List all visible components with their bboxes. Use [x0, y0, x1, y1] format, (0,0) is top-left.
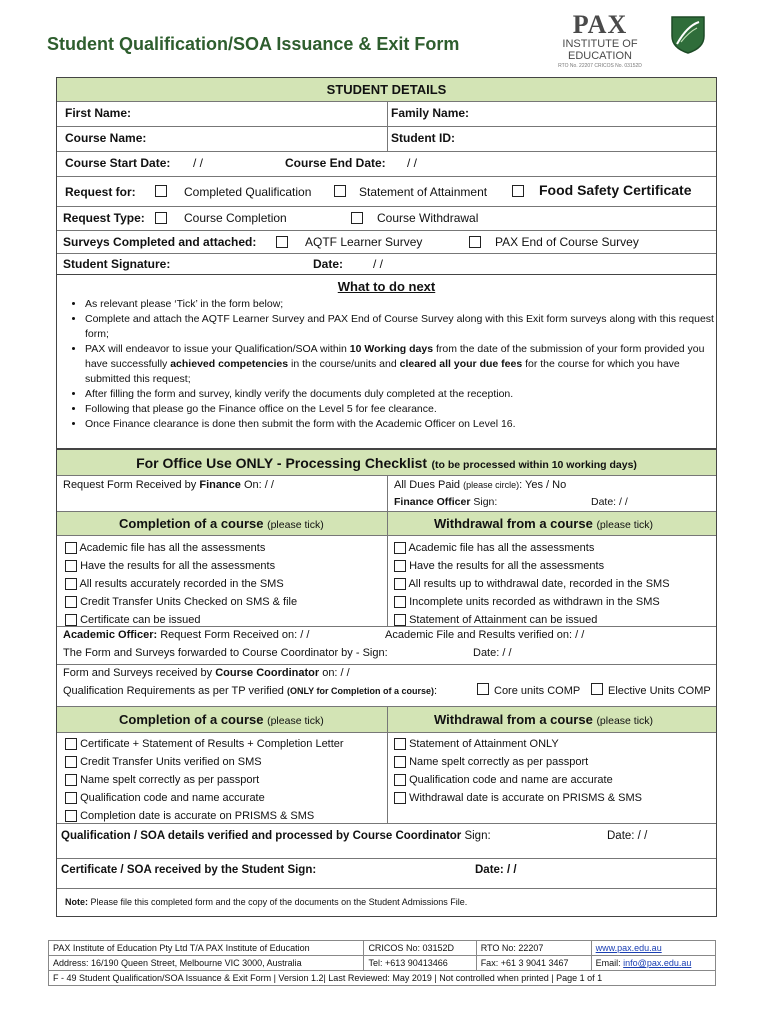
list-item: Withdrawal date is accurate on PRISMS & SMS: [394, 789, 642, 807]
food-safety-checkbox[interactable]: [512, 185, 524, 197]
checkbox[interactable]: [394, 792, 406, 804]
logo-codes: RTO No. 22207 CRICOS No. 03152D: [558, 63, 642, 69]
list-item: Statement of Attainment ONLY: [394, 735, 642, 753]
completion1-list: [65, 539, 297, 629]
soa-checkbox[interactable]: [334, 185, 346, 197]
student-details-section: [56, 77, 717, 275]
note-text: Note: Please file this completed form and the copy of the documents on the Student Admissions File.: [65, 897, 468, 907]
pax-survey-checkbox[interactable]: [469, 236, 481, 248]
checkbox[interactable]: [394, 756, 406, 768]
checkbox[interactable]: [394, 560, 406, 572]
list-item: Certificate can be issued: [65, 611, 297, 629]
list-item: • Complete and attach the AQTF Learner Survey and PAX End of Course Survey along with this Exit form surveys along with this request form;: [85, 312, 716, 342]
list-item: Have the results for all the assessments: [394, 557, 670, 575]
checkbox[interactable]: [65, 774, 77, 786]
request-received-finance: Request Form Received by Finance On: / /: [63, 479, 274, 491]
logo-name: PAX: [572, 10, 628, 39]
list-item: Qualification code and name accurate: [65, 789, 344, 807]
qualification-requirements: Qualification Requirements as per TP verified (ONLY for Completion of a course):: [63, 685, 438, 697]
request-type-label: Request Type:: [63, 211, 145, 225]
course-withdrawal-label: Course Withdrawal: [377, 211, 479, 225]
aqtf-survey-checkbox[interactable]: [276, 236, 288, 248]
completed-qualification-label: Completed Qualification: [184, 185, 312, 199]
student-signature-label: Student Signature:: [63, 257, 171, 271]
student-id-label: Student ID:: [391, 131, 455, 145]
checkbox[interactable]: [65, 542, 77, 554]
footer-tel: Tel: +613 90413466: [364, 956, 476, 971]
finance-date: Date: / /: [591, 496, 628, 508]
footer-rto: RTO No: 22207: [476, 941, 591, 956]
end-date-slashes: / /: [407, 156, 418, 170]
elective-units-label: Elective Units COMP: [608, 685, 711, 697]
checkbox[interactable]: [65, 578, 77, 590]
office-use-section: [56, 449, 717, 917]
shield-logo-icon: [669, 14, 707, 54]
checkbox[interactable]: [65, 810, 77, 822]
course-completion-checkbox[interactable]: [155, 212, 167, 224]
withdrawal1-list: [394, 539, 670, 629]
list-item: Completion date is accurate on PRISMS & SMS: [65, 807, 344, 825]
finance-row: [57, 475, 716, 511]
footer-web: [591, 941, 715, 956]
list-item: • PAX will endeavor to issue your Qualification/SOA within 10 Working days from the date of the submission of your form provided you have successfully achieved competencies in the course/units and cleared all your due fees for the course for which you have submitted this request;: [85, 342, 716, 387]
forwarded-date: Date: / /: [473, 647, 512, 659]
footer-table: [48, 940, 716, 986]
list-item: Academic file has all the assessments: [65, 539, 297, 557]
footer-fax: Fax: +61 3 9041 3467: [476, 956, 591, 971]
pax-survey-label: PAX End of Course Survey: [495, 235, 639, 249]
list-item: • After filling the form and survey, kindly verify the documents duly completed at the reception.: [85, 387, 716, 402]
footer-cricos: CRICOS No: 03152D: [364, 941, 476, 956]
course-name-label: Course Name:: [65, 131, 147, 145]
list-item: Name spelt correctly as per passport: [65, 771, 344, 789]
signature-date-label: Date:: [313, 257, 344, 271]
withdrawal2-heading: Withdrawal from a course (please tick): [434, 712, 654, 727]
coordinator-verified-row: [57, 823, 716, 858]
office-heading: For Office Use ONLY - Processing Checklist (to be processed within 10 working days): [57, 449, 716, 475]
course-end-date-label: Course End Date:: [285, 156, 386, 170]
academic-officer-received: Academic Officer: Request Form Received on: / /: [63, 629, 310, 641]
student-received-date: Date: / /: [475, 864, 517, 876]
checklist1-header-row: [57, 511, 716, 535]
completion2-heading: Completion of a course (please tick): [119, 712, 324, 727]
checklist2-body: [57, 732, 716, 823]
academic-file-verified: Academic File and Results verified on: / /: [385, 629, 585, 641]
footer-email: Email: info@pax.edu.au: [591, 956, 715, 971]
request-for-label: Request for:: [65, 185, 136, 199]
coordinator-verified-label: Qualification / SOA details verified and processed by Course Coordinator Sign:: [61, 830, 491, 842]
family-name-label: Family Name:: [391, 106, 470, 120]
logo-subtitle: INSTITUTE OF EDUCATION: [562, 38, 638, 62]
note-row: [57, 888, 716, 917]
logo: [530, 12, 670, 70]
footer-company: PAX Institute of Education Pty Ltd T/A PAX Institute of Education: [49, 941, 364, 956]
checkbox[interactable]: [394, 542, 406, 554]
website-link[interactable]: www.pax.edu.au: [595, 943, 662, 953]
instructions-list: [57, 297, 716, 432]
what-to-do-next-heading: What to do next: [337, 279, 436, 294]
first-name-label: First Name:: [65, 106, 132, 120]
checklist2-header-row: [57, 706, 716, 732]
coordinator-verified-date: Date: / /: [607, 830, 648, 842]
name-row: [57, 101, 716, 126]
list-item: Academic file has all the assessments: [394, 539, 670, 557]
request-type-row: [57, 206, 716, 230]
list-item: Name spelt correctly as per passport: [394, 753, 642, 771]
checkbox[interactable]: [65, 596, 77, 608]
all-dues-paid: All Dues Paid (please circle): Yes / No: [394, 479, 567, 491]
start-date-slashes: / /: [193, 156, 204, 170]
student-details-heading: STUDENT DETAILS: [57, 78, 716, 101]
list-item: All results up to withdrawal date, recorded in the SMS: [394, 575, 670, 593]
completion2-list: [65, 735, 344, 825]
soa-label: Statement of Attainment: [359, 185, 488, 199]
dates-row: [57, 151, 716, 176]
signature-date-slashes: / /: [373, 257, 384, 271]
list-item: Have the results for all the assessments: [65, 557, 297, 575]
list-item: Statement of Attainment can be issued: [394, 611, 670, 629]
list-item: • As relevant please ‘Tick’ in the form below;: [85, 297, 716, 312]
surveys-label: Surveys Completed and attached:: [63, 235, 257, 249]
checkbox[interactable]: [394, 774, 406, 786]
core-units-checkbox[interactable]: [477, 683, 489, 695]
aqtf-survey-label: AQTF Learner Survey: [305, 235, 423, 249]
academic-officer-block: [57, 626, 716, 706]
received-by-coordinator: Form and Surveys received by Course Coordinator on: / /: [63, 667, 350, 679]
checklist1-body: [57, 535, 716, 626]
list-item: • Following that please go the Finance office on the Level 5 for fee clearance.: [85, 402, 716, 417]
checkbox[interactable]: [65, 560, 77, 572]
list-item: Incomplete units recorded as withdrawn in the SMS: [394, 593, 670, 611]
core-units-label: Core units COMP: [494, 685, 581, 697]
list-item: • Once Finance clearance is done then submit the form with the Academic Officer on Level 16.: [85, 417, 716, 432]
checkbox[interactable]: [65, 738, 77, 750]
footer-address: Address: 16/190 Queen Street, Melbourne VIC 3000, Australia: [49, 956, 364, 971]
finance-officer-sign: Finance Officer Sign:: [394, 496, 498, 508]
student-received-label: Certificate / SOA received by the Student Sign:: [61, 864, 317, 876]
checkbox[interactable]: [394, 614, 406, 626]
checkbox[interactable]: [394, 738, 406, 750]
checkbox[interactable]: [65, 756, 77, 768]
list-item: Credit Transfer Units verified on SMS: [65, 753, 344, 771]
checkbox[interactable]: [65, 614, 77, 626]
request-for-row: [57, 176, 716, 206]
course-row: [57, 126, 716, 151]
student-received-row: [57, 858, 716, 888]
completion1-heading: Completion of a course (please tick): [119, 516, 324, 531]
withdrawal2-list: [394, 735, 642, 807]
what-to-do-next-section: [56, 275, 717, 449]
footer-version: F - 49 Student Qualification/SOA Issuance & Exit Form | Version 1.2| Last Reviewed: May 2019 | Not controlled when printed | Page 1 of 1: [49, 971, 716, 986]
page-title: Student Qualification/SOA Issuance & Exit Form: [47, 34, 460, 54]
list-item: Certificate + Statement of Results + Completion Letter: [65, 735, 344, 753]
elective-units-checkbox[interactable]: [591, 683, 603, 695]
list-item: Qualification code and name are accurate: [394, 771, 642, 789]
checkbox[interactable]: [394, 578, 406, 590]
list-item: Credit Transfer Units Checked on SMS & file: [65, 593, 297, 611]
surveys-row: [57, 230, 716, 253]
completed-qualification-checkbox[interactable]: [155, 185, 167, 197]
course-start-date-label: Course Start Date:: [65, 156, 171, 170]
forwarded-to-coordinator: The Form and Surveys forwarded to Course Coordinator by - Sign:: [63, 647, 388, 659]
email-link[interactable]: info@pax.edu.au: [623, 958, 692, 968]
food-safety-label: Food Safety Certificate: [539, 182, 692, 198]
course-withdrawal-checkbox[interactable]: [351, 212, 363, 224]
course-completion-label: Course Completion: [184, 211, 287, 225]
checkbox[interactable]: [65, 792, 77, 804]
checkbox[interactable]: [394, 596, 406, 608]
withdrawal1-heading: Withdrawal from a course (please tick): [434, 516, 654, 531]
list-item: All results accurately recorded in the SMS: [65, 575, 297, 593]
signature-row: [57, 253, 716, 275]
